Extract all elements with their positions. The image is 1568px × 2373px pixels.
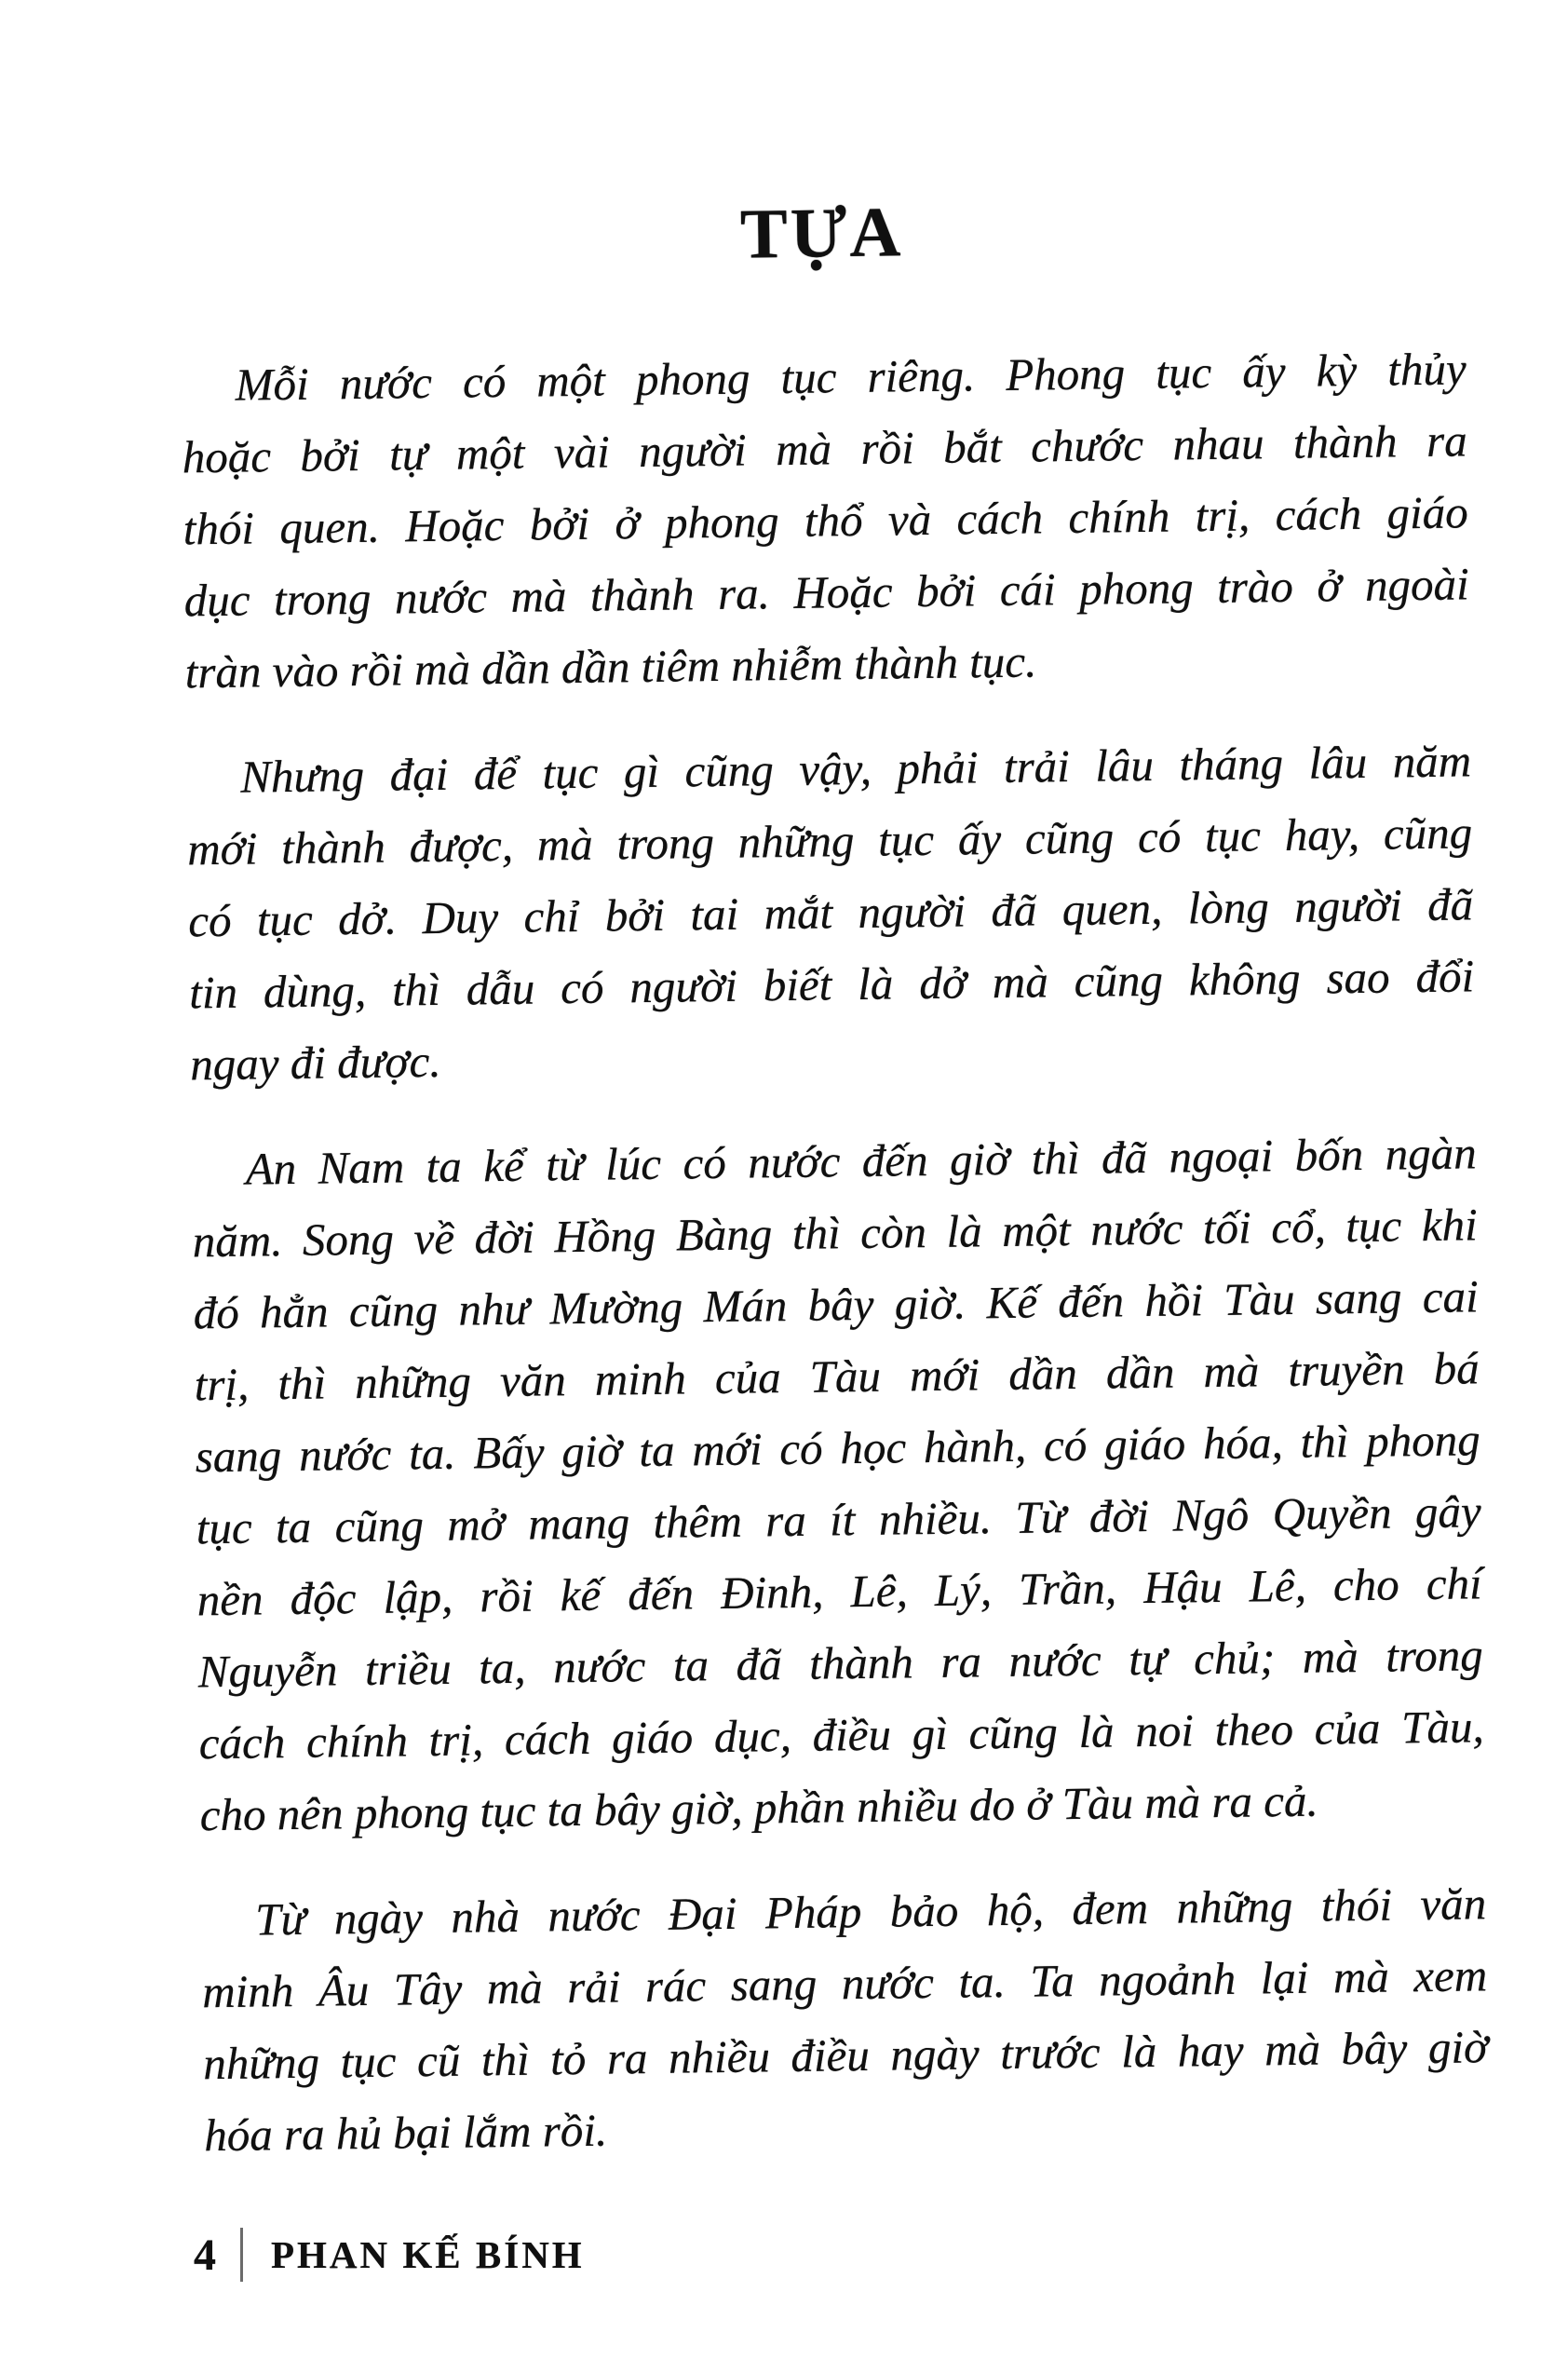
text-line: năm. Song về đời Hồng Bàng thì còn là một nước tối cổ, tục khi (192, 1199, 1478, 1268)
text-line: mới thành được, mà trong những tục ấy cũng có tục hay, cũng (186, 807, 1473, 875)
text-line: Nguyễn triều ta, nước ta đã thành ra nước tự chủ; mà trong (197, 1629, 1484, 1698)
footer-divider (240, 2228, 243, 2282)
text-line: thói quen. Hoặc bởi ở phong thổ và cách chính trị, cách giáo (182, 486, 1468, 555)
text-line: những tục cũ thì tỏ ra nhiều điều ngày trước là hay mà bây giờ (202, 2021, 1489, 2090)
text-line: hoặc bởi tự một vài người mà rồi bắt chước nhau thành ra (182, 414, 1467, 483)
text-line: Mỗi nước có một phong tục riêng. Phong tục ấy kỳ thủy (235, 343, 1467, 411)
paragraph (201, 1867, 1490, 2171)
text-line: sang nước ta. Bấy giờ ta mới có học hành, có giáo hóa, thì phong (195, 1414, 1481, 1483)
text-line: tục ta cũng mở mang thêm ra ít nhiều. Từ đời Ngô Quyền gây (196, 1485, 1482, 1554)
page-footer (194, 2228, 585, 2282)
text-line: có tục dở. Duy chỉ bởi tai mắt người đã quen, lòng người đã (187, 878, 1474, 947)
text-line: tràn vào rồi mà dần dần tiêm nhiễm thành tục. (184, 635, 1037, 698)
text-line: tin dùng, thì dẫu có người biết là dở mà cũng không sao đổi (188, 950, 1475, 1019)
text-line: Nhưng đại để tục gì cũng vậy, phải trải lâu tháng lâu năm (239, 735, 1472, 803)
author-name: PHAN KẾ BÍNH (271, 2233, 585, 2276)
page-number: 4 (194, 2230, 216, 2280)
text-line: Từ ngày nhà nước Đại Pháp bảo hộ, đem những thói văn (254, 1878, 1487, 1946)
text-line: dục trong nước mà thành ra. Hoặc bởi cái phong trào ở ngoài (183, 558, 1469, 627)
preface-paragraphs (181, 332, 1489, 2171)
page-title: TỰA (739, 193, 904, 274)
text-line: ngay đi được. (189, 1035, 441, 1091)
paragraph (186, 725, 1476, 1100)
text-line: cho nên phong tục ta bây giờ, phần nhiều do ở Tàu mà ra cả. (199, 1774, 1319, 1841)
text-line: hóa ra hủ bại lắm rồi. (203, 2104, 608, 2162)
paragraph (191, 1117, 1485, 1851)
text-line: đó hẳn cũng như Mường Mán bây giờ. Kế đến hồi Tàu sang cai (193, 1270, 1479, 1339)
text-line: minh Âu Tây mà rải rác sang nước ta. Ta ngoảnh lại mà xem (201, 1949, 1488, 2018)
text-line: trị, thì những văn minh của Tàu mới dần dần mà truyền bá (194, 1342, 1480, 1411)
text-line: nền độc lập, rồi kế đến Đinh, Lê, Lý, Trần, Hậu Lê, cho chí (196, 1557, 1483, 1626)
text-line: An Nam ta kể từ lúc có nước đến giờ thì đã ngoại bốn ngàn (245, 1127, 1477, 1195)
text-line: cách chính trị, cách giáo dục, điều gì cũng là noi theo của Tàu, (198, 1701, 1485, 1770)
paragraph (181, 332, 1470, 708)
